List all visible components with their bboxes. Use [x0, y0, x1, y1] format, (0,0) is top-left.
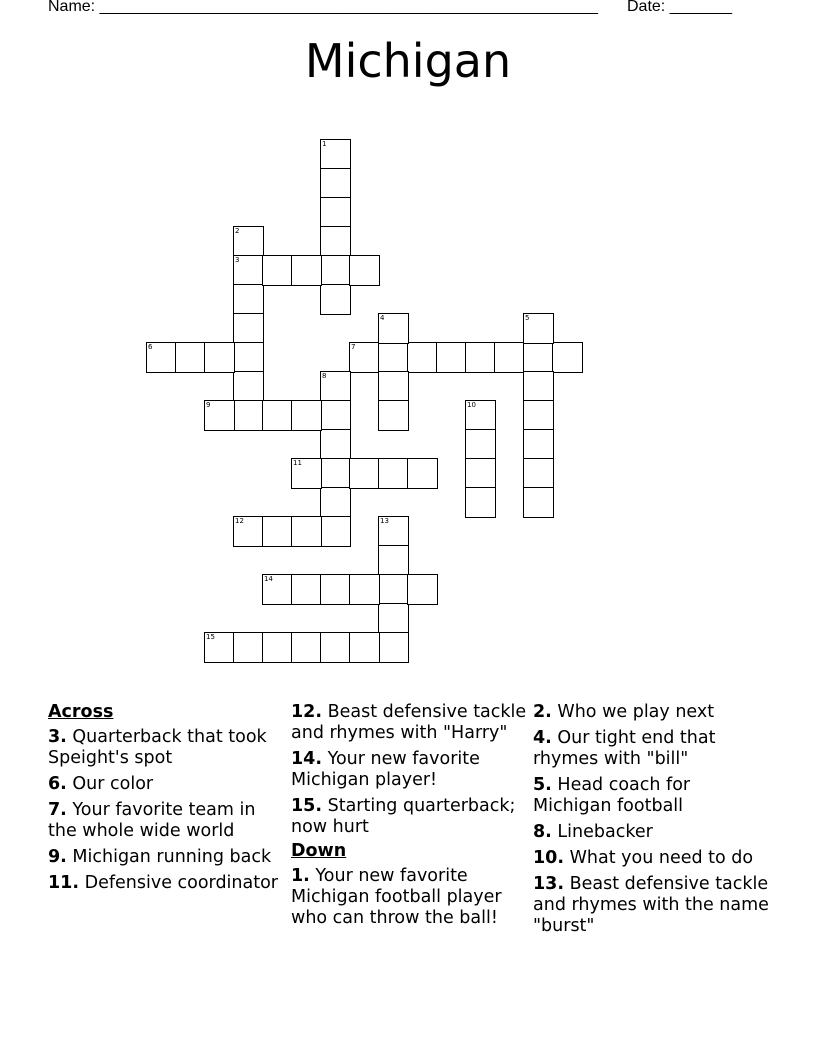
clue-item-number: 15.	[291, 796, 323, 816]
clue-item-text: Your new favorite Michigan player!	[291, 749, 480, 790]
grid-cell[interactable]	[320, 255, 351, 286]
grid-cell[interactable]	[552, 342, 583, 373]
clue-item-text: Your new favorite Michigan football player who can throw the ball!	[291, 866, 502, 928]
grid-cell[interactable]	[320, 400, 351, 431]
grid-cell[interactable]	[291, 632, 322, 663]
grid-cell[interactable]	[523, 313, 554, 344]
grid-cell[interactable]	[320, 226, 351, 257]
grid-cell[interactable]	[378, 516, 409, 547]
grid-cell[interactable]	[349, 342, 380, 373]
clue-item	[48, 847, 284, 868]
grid-cell[interactable]	[465, 458, 496, 489]
clue-item-text: Beast defensive tackle and rhymes with the name "burst"	[533, 874, 769, 936]
clue-item	[48, 727, 284, 769]
grid-cell[interactable]	[349, 255, 380, 286]
clue-item-text: Our color	[72, 774, 154, 794]
grid-cell[interactable]	[320, 487, 351, 518]
grid-cell[interactable]	[320, 139, 351, 170]
grid-cell[interactable]	[291, 574, 322, 605]
across-heading: Across	[48, 702, 114, 722]
grid-cell[interactable]	[320, 632, 351, 663]
grid-cell[interactable]	[523, 429, 554, 460]
clue-item-text: Your favorite team in the whole wide world	[48, 800, 256, 841]
grid-cell[interactable]	[175, 342, 206, 373]
grid-cell[interactable]	[407, 574, 438, 605]
clue-number: 15	[206, 633, 215, 641]
clue-item	[48, 800, 284, 842]
clue-item	[533, 822, 769, 843]
clue-item-text: Linebacker	[557, 822, 653, 842]
clue-item-text: Head coach for Michigan football	[533, 775, 691, 816]
grid-cell[interactable]	[523, 371, 554, 402]
clue-number: 1	[322, 140, 327, 148]
grid-cell[interactable]	[436, 342, 467, 373]
clue-number: 8	[322, 372, 327, 380]
clue-item-number: 13.	[533, 874, 565, 894]
clue-item	[48, 774, 284, 795]
clue-item-text: Quarterback that took Speight's spot	[48, 727, 267, 768]
grid-cell[interactable]	[349, 574, 380, 605]
grid-cell[interactable]	[349, 632, 380, 663]
clue-number: 13	[380, 517, 389, 525]
clue-item-text: Who we play next	[557, 702, 715, 722]
clue-item-text: What you need to do	[569, 848, 754, 868]
grid-cell[interactable]	[233, 226, 264, 257]
date-field-label: Date: _______	[627, 0, 732, 15]
grid-cell[interactable]	[320, 574, 351, 605]
grid-cell[interactable]	[378, 400, 409, 431]
grid-cell[interactable]	[233, 371, 264, 402]
clue-item-number: 5.	[533, 775, 552, 795]
clue-item	[291, 796, 527, 838]
down-heading: Down	[291, 841, 347, 861]
clue-number: 10	[467, 401, 476, 409]
clue-item-text: Our tight end that rhymes with "bill"	[533, 728, 716, 769]
clue-item-number: 2.	[533, 702, 552, 722]
grid-cell[interactable]	[146, 342, 177, 373]
clue-item-text: Michigan running back	[72, 847, 272, 867]
clues-column-1	[48, 702, 284, 899]
clue-item-number: 4.	[533, 728, 552, 748]
grid-cell[interactable]	[233, 342, 264, 373]
grid-cell[interactable]	[233, 516, 264, 547]
grid-cell[interactable]	[320, 516, 351, 547]
grid-cell[interactable]	[320, 168, 351, 199]
clue-item	[533, 848, 769, 869]
name-field-label: Name: ________________________________________________________	[48, 0, 598, 15]
clue-item-number: 1.	[291, 866, 310, 886]
grid-cell[interactable]	[262, 516, 293, 547]
clue-item-number: 9.	[48, 847, 67, 867]
clue-item-text: Defensive coordinator	[84, 873, 278, 893]
grid-cell[interactable]	[262, 632, 293, 663]
grid-cell[interactable]	[523, 400, 554, 431]
grid-cell[interactable]	[233, 632, 264, 663]
clues-column-2	[291, 702, 527, 934]
grid-cell[interactable]	[523, 487, 554, 518]
clue-item	[533, 874, 769, 937]
clue-item-number: 11.	[48, 873, 80, 893]
grid-cell[interactable]	[465, 487, 496, 518]
grid-cell[interactable]	[465, 429, 496, 460]
clue-item	[533, 702, 769, 723]
grid-cell[interactable]	[291, 400, 322, 431]
clue-number: 2	[235, 227, 240, 235]
clue-item-number: 7.	[48, 800, 67, 820]
grid-cell[interactable]	[465, 400, 496, 431]
clue-number: 12	[235, 517, 244, 525]
grid-cell[interactable]	[320, 284, 351, 315]
clue-item-number: 12.	[291, 702, 323, 722]
clue-item	[533, 775, 769, 817]
grid-cell[interactable]	[320, 371, 351, 402]
clues-column-3	[533, 702, 769, 942]
clue-number: 7	[351, 343, 356, 351]
grid-cell[interactable]	[262, 400, 293, 431]
grid-cell[interactable]	[291, 255, 322, 286]
grid-cell[interactable]	[407, 458, 438, 489]
clue-number: 4	[380, 314, 385, 322]
grid-cell[interactable]	[320, 429, 351, 460]
clue-item	[533, 728, 769, 770]
grid-cell[interactable]	[320, 458, 351, 489]
grid-cell[interactable]	[378, 371, 409, 402]
clue-item	[291, 749, 527, 791]
grid-cell[interactable]	[262, 574, 293, 605]
grid-cell[interactable]	[262, 255, 293, 286]
grid-cell[interactable]	[233, 313, 264, 344]
grid-cell[interactable]	[204, 400, 235, 431]
clue-number: 3	[235, 256, 240, 264]
grid-cell[interactable]	[378, 632, 409, 663]
clue-item-number: 10.	[533, 848, 565, 868]
clue-number: 9	[206, 401, 211, 409]
clue-item-number: 3.	[48, 727, 67, 747]
grid-cell[interactable]	[465, 342, 496, 373]
clue-item-number: 14.	[291, 749, 323, 769]
grid-cell[interactable]	[233, 400, 264, 431]
grid-cell[interactable]	[407, 342, 438, 373]
grid-cell[interactable]	[349, 458, 380, 489]
grid-cell[interactable]	[291, 516, 322, 547]
grid-cell[interactable]	[320, 197, 351, 228]
clue-item-text: Starting quarterback; now hurt	[291, 796, 516, 837]
clue-item-number: 8.	[533, 822, 552, 842]
grid-cell[interactable]	[378, 342, 409, 373]
clue-item-text: Beast defensive tackle and rhymes with "Harry"	[291, 702, 527, 743]
page-title: Michigan	[304, 34, 512, 88]
grid-cell[interactable]	[378, 574, 409, 605]
grid-cell[interactable]	[523, 342, 554, 373]
grid-cell[interactable]	[523, 458, 554, 489]
clue-item	[291, 702, 527, 744]
grid-cell[interactable]	[204, 342, 235, 373]
grid-cell[interactable]	[204, 632, 235, 663]
clue-item	[48, 873, 284, 894]
clue-item-number: 6.	[48, 774, 67, 794]
grid-cell[interactable]	[378, 603, 409, 634]
grid-cell[interactable]	[233, 255, 264, 286]
grid-cell[interactable]	[291, 458, 322, 489]
clue-item	[291, 866, 527, 929]
grid-cell[interactable]	[378, 545, 409, 576]
clue-number: 11	[293, 459, 302, 467]
grid-cell[interactable]	[494, 342, 525, 373]
grid-cell[interactable]	[233, 284, 264, 315]
clue-number: 6	[148, 343, 153, 351]
grid-cell[interactable]	[378, 458, 409, 489]
grid-cell[interactable]	[378, 313, 409, 344]
clue-number: 14	[264, 575, 273, 583]
clue-number: 5	[525, 314, 530, 322]
